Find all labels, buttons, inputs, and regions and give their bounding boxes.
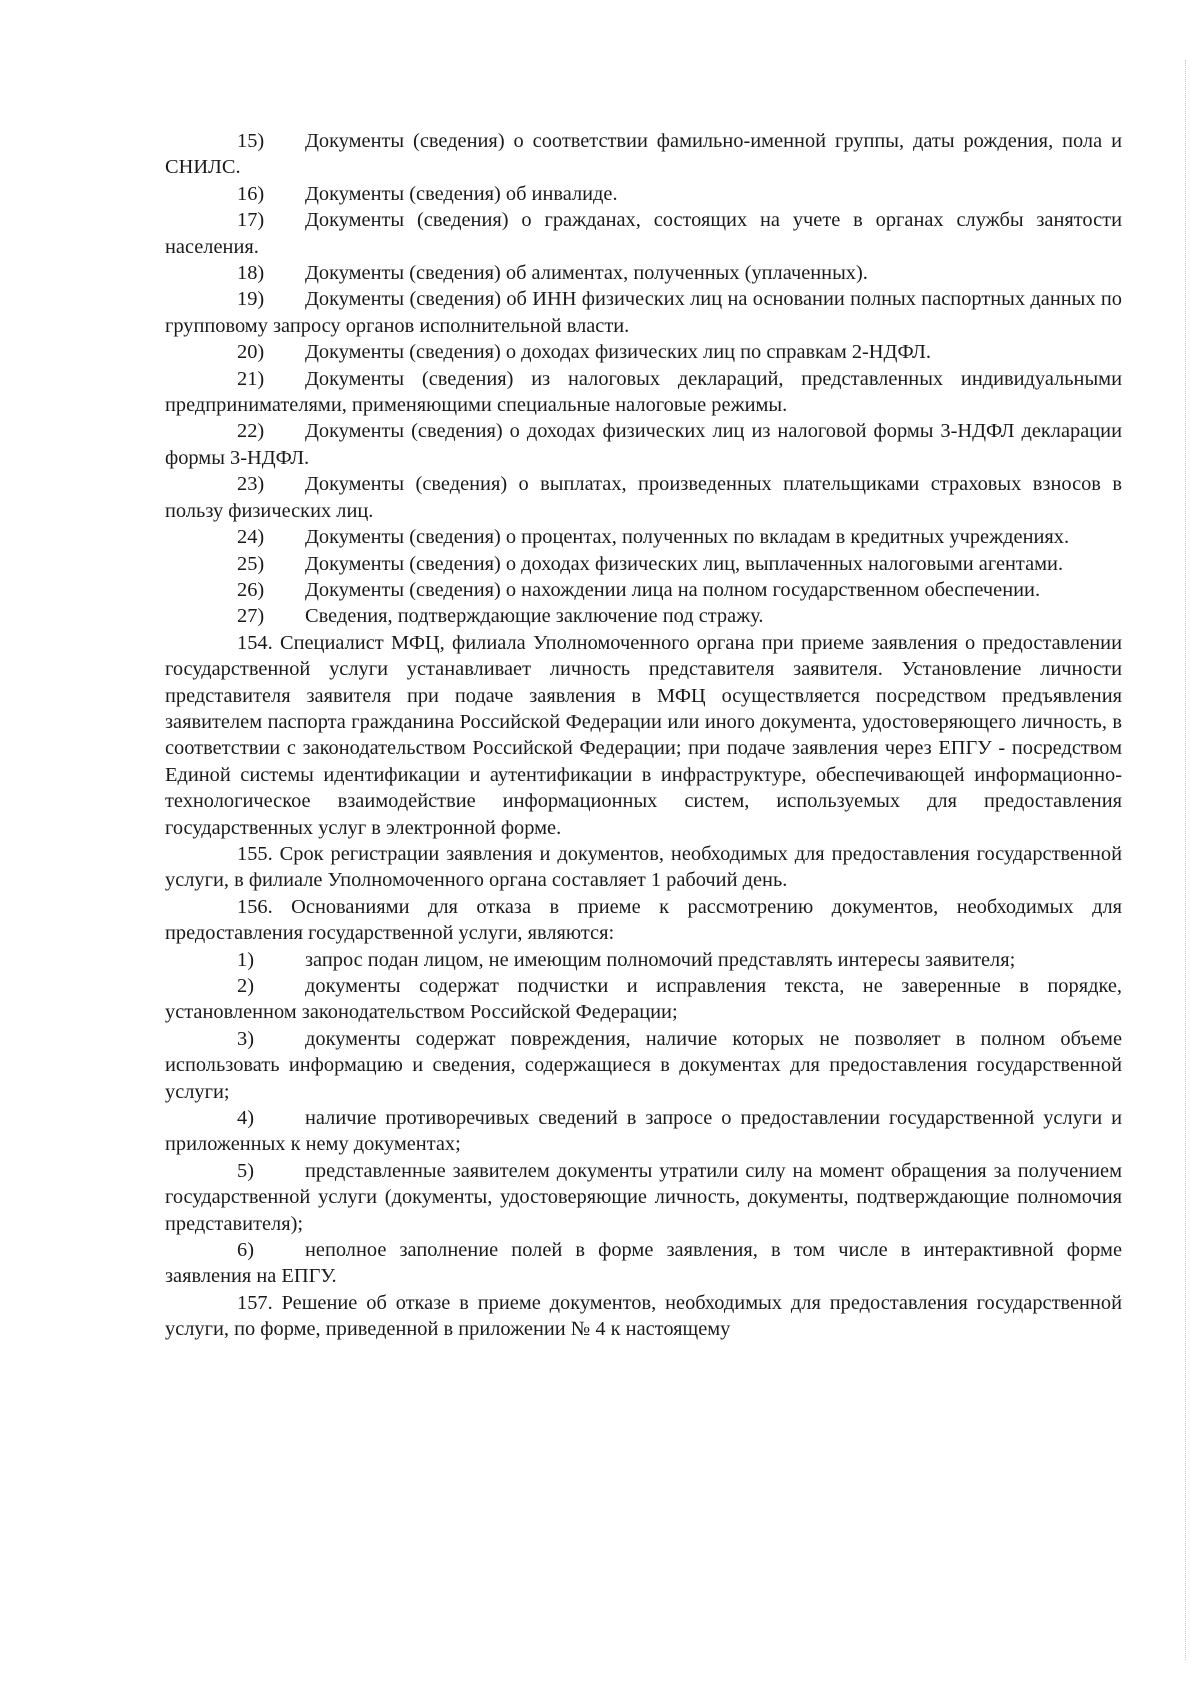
item-text: Документы (сведения) о доходах физических лиц, выплаченных налоговыми агентами.: [305, 552, 1064, 575]
item-text: Документы (сведения) о соответствии фамильно-именной группы, даты рождения, пола и СНИЛС.: [165, 130, 1122, 179]
item-text: Документы (сведения) о процентах, полученных по вкладам в кредитных учреждениях.: [305, 526, 1070, 549]
item-number: 18): [237, 262, 265, 285]
list-item: [165, 973, 1122, 1026]
item-number: 24): [237, 526, 265, 549]
list-item: [165, 260, 1122, 286]
item-text: Документы (сведения) о доходах физических лиц по справкам 2-НДФЛ.: [305, 341, 931, 364]
list-item: [165, 286, 1122, 339]
item-number: 1): [237, 948, 254, 971]
list-item: [165, 181, 1122, 207]
paragraph-154: 154. Специалист МФЦ, филиала Уполномоченного органа при приеме заявления о предоставлении государственной услуги устанавливает личность представителя заявителя. Установление личности представителя заявителя при подаче заявления в МФЦ осуществляется посредством предъявления заявителем паспорта гражданина Российской Федерации или иного документа, удостоверяющего личность, в соответствии с законодательством Российской Федерации; при подаче заявления через ЕПГУ - посредством Единой системы идентификации и аутентификации в инфраструктуре, обеспечивающей информационно-технологическое взаимодействие информационных систем, используемых для предоставления государственных услуг в электронной форме.: [165, 631, 1122, 839]
item-text: запрос подан лицом, не имеющим полномочий представлять интересы заявителя;: [305, 948, 1016, 971]
list-item: [165, 1105, 1122, 1158]
item-number: 27): [237, 605, 265, 628]
item-number: 2): [237, 975, 254, 997]
list-item: [165, 207, 1122, 260]
item-number: 26): [237, 578, 265, 601]
item-text: Документы (сведения) о выплатах, произведенных плательщиками страховых взносов в пользу физических лиц.: [165, 473, 1122, 522]
item-text: Документы (сведения) о доходах физических лиц из налоговой формы 3-НДФЛ декларации формы 3-НДФЛ.: [165, 420, 1122, 469]
document-body: [165, 128, 1122, 1343]
item-text: документы содержат подчистки и исправления текста, не заверенные в порядке, установленном законодательством Российской Федерации;: [165, 975, 1122, 1024]
item-text: Документы (сведения) о нахождении лица на полном государственном обеспечении.: [305, 578, 1041, 601]
item-number: 23): [237, 473, 265, 496]
item-number: 4): [237, 1107, 254, 1130]
paragraph-156: 156. Основаниями для отказа в приеме к рассмотрению документов, необходимых для предоставления государственной услуги, являются:: [165, 895, 1122, 945]
list-item: [165, 603, 1122, 629]
list-item: [165, 1158, 1122, 1237]
item-number: 3): [237, 1027, 254, 1050]
item-number: 17): [237, 209, 265, 232]
item-text: Сведения, подтверждающие заключение под стражу.: [305, 605, 764, 628]
item-text: Документы (сведения) из налоговых деклараций, представленных индивидуальными предпринимателями, применяющими специальные налоговые режимы.: [165, 367, 1122, 417]
item-number: 20): [237, 341, 265, 364]
item-text: Документы (сведения) о гражданах, состоящих на учете в органах службы занятости населения.: [165, 209, 1122, 258]
item-text: документы содержат повреждения, наличие которых не позволяет в полном объеме использовать информацию и сведения, содержащиеся в документах для предоставления государственной услуги;: [165, 1027, 1122, 1103]
paragraph-157: 157. Решение об отказе в приеме документов, необходимых для предоставления государственной услуги, по форме, приведенной в приложении № 4 к настоящему: [165, 1291, 1122, 1341]
item-text: Документы (сведения) об алиментах, полученных (уплаченных).: [305, 262, 868, 285]
item-number: 21): [237, 367, 265, 390]
item-number: 25): [237, 552, 265, 575]
scan-edge-mark: [1184, 60, 1186, 1660]
list-item: [165, 471, 1122, 524]
list-item: [165, 1026, 1122, 1105]
item-number: 5): [237, 1159, 254, 1182]
item-text: Документы (сведения) об инвалиде.: [305, 182, 618, 205]
paragraph-155: 155. Срок регистрации заявления и документов, необходимых для предоставления государственной услуги, в филиале Уполномоченного органа составляет 1 рабочий день.: [165, 842, 1122, 892]
item-number: 22): [237, 420, 265, 443]
item-text: неполное заполнение полей в форме заявления, в том числе в интерактивной форме заявления на ЕПГУ.: [165, 1239, 1122, 1288]
item-number: 19): [237, 288, 265, 311]
item-number: 16): [237, 182, 265, 205]
item-text: наличие противоречивых сведений в запросе о предоставлении государственной услуги и приложенных к нему документах;: [165, 1107, 1122, 1156]
list-item: [165, 551, 1122, 577]
list-item: [165, 1237, 1122, 1290]
item-number: 15): [237, 130, 265, 152]
item-number: 6): [237, 1239, 254, 1262]
list-item: [165, 418, 1122, 471]
item-text: представленные заявителем документы утратили силу на момент обращения за получением государственной услуги (документы, удостоверяющие личность, документы, подтверждающие полномочия представителя);: [165, 1159, 1122, 1235]
list-item: [165, 366, 1122, 419]
list-item: [165, 524, 1122, 550]
list-item: [165, 128, 1122, 181]
item-text: Документы (сведения) об ИНН физических лиц на основании полных паспортных данных по групповому запросу органов исполнительной власти.: [165, 288, 1122, 337]
list-item: [165, 947, 1122, 973]
list-item: [165, 339, 1122, 365]
list-item: [165, 577, 1122, 603]
